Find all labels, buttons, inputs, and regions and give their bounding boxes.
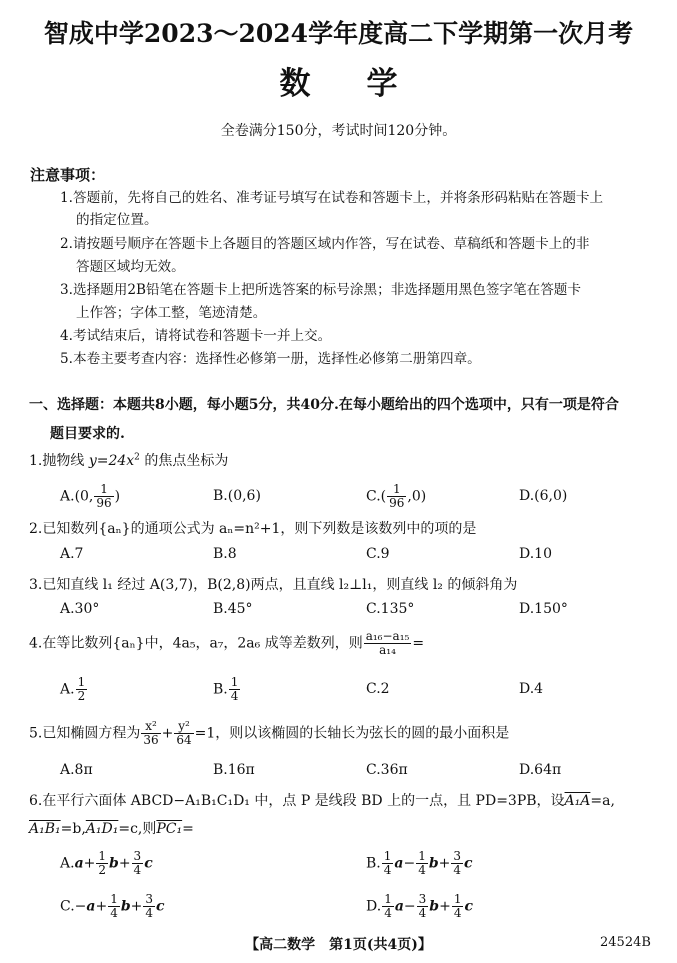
subject-title bbox=[0, 58, 677, 103]
notice-item: 3.选择题用2B铅笔在答题卡上把所选答案的标号涂黑；非选择题用黑色签字笔在答题卡 bbox=[60, 282, 581, 298]
notice-item-cont: 的指定位置。 bbox=[76, 212, 158, 228]
question-5: 5.已知椭圆方程为 $\frac{\text{x²}}{36}$ + $\frac{\text{y²}}{64}$ =1，则以该椭圆的长轴长为弦长的圆的最小面积是 bbox=[29, 719, 510, 747]
q3-option-b[interactable]: B.45° bbox=[213, 601, 253, 617]
notice-item: 5.本卷主要考查内容：选择性必修第一册，选择性必修第二册第四章。 bbox=[60, 351, 481, 367]
notice-item: 1.答题前，先将自己的姓名、准考证号填写在试卷和答题卡上，并将条形码粘贴在答题卡上 bbox=[60, 190, 604, 206]
notice-item: 2.请按题号顺序在答题卡上各题目的答题区域内作答，写在试卷、草稿纸和答题卡上的非 bbox=[60, 236, 590, 252]
question-4: 4.在等比数列{aₙ}中，4a₅，a₇，2a₆ 成等差数列，则 $\frac{\text{a₁₆−a₁₅}}{\text{a₁₄}}$ = bbox=[29, 629, 425, 657]
q1-option-d[interactable]: D.(6,0) bbox=[519, 488, 568, 504]
q5-option-a[interactable]: A.8π bbox=[60, 762, 93, 778]
question-2: 2.已知数列{aₙ}的通项公式为 aₙ=n²+1，则下列数是该数列中的项的是 bbox=[29, 521, 477, 537]
q4-option-b[interactable]: B. $\frac{1}{4}$ bbox=[213, 675, 239, 703]
section-heading-cont: 题目要求的. bbox=[50, 426, 125, 442]
q6-option-a[interactable]: A.a+ $\frac{1}{2}$ b+ $\frac{3}{4}$ c bbox=[60, 849, 153, 877]
q1-option-a[interactable]: A.(0, $\frac{1}{96}$ ) bbox=[60, 482, 121, 510]
notice-item-cont: 答题区域均无效。 bbox=[76, 259, 185, 275]
q6-option-b[interactable]: B. $\frac{1}{4}$ a− $\frac{1}{4}$ b+ $\frac{3}{4}$ c bbox=[366, 849, 473, 877]
q1-option-c[interactable]: C.( $\frac{1}{96}$ ,0) bbox=[366, 482, 427, 510]
exam-code: 24524B bbox=[600, 935, 651, 950]
question-6: 6.在平行六面体 ABCD−A₁B₁C₁D₁ 中，点 P 是线段 BD 上的一点，且 PD=3PB，设A₁A=a, bbox=[29, 793, 615, 809]
q4-option-d[interactable]: D.4 bbox=[519, 681, 544, 697]
section-heading: 一、选择题：本题共8小题，每小题5分，共40分.在每小题给出的四个选项中，只有一项是符合 bbox=[29, 397, 619, 413]
q5-option-d[interactable]: D.64π bbox=[519, 762, 562, 778]
q6-option-c[interactable]: C.−a+ $\frac{1}{4}$ b+ $\frac{3}{4}$ c bbox=[60, 892, 165, 920]
question-3: 3.已知直线 l₁ 经过 A(3,7)，B(2,8)两点，且直线 l₂⊥l₁，则直线 l₂ 的倾斜角为 bbox=[29, 577, 518, 593]
subject-char-2: 学 bbox=[366, 66, 398, 102]
q2-option-c[interactable]: C.9 bbox=[366, 546, 390, 562]
q2-option-a[interactable]: A.7 bbox=[60, 546, 84, 562]
q1-option-b[interactable]: B.(0,6) bbox=[213, 488, 261, 504]
page-footer: 【高二数学 第1页(共4页)】 bbox=[245, 937, 432, 953]
subject-char-1: 数 bbox=[279, 66, 311, 102]
q3-option-d[interactable]: D.150° bbox=[519, 601, 568, 617]
q4-option-c[interactable]: C.2 bbox=[366, 681, 390, 697]
exam-title: 智成中学2023～2024学年度高二下学期第一次月考 bbox=[43, 19, 634, 48]
q5-option-c[interactable]: C.36π bbox=[366, 762, 408, 778]
q2-option-b[interactable]: B.8 bbox=[213, 546, 237, 562]
q2-option-d[interactable]: D.10 bbox=[519, 546, 552, 562]
question-1: 1.抛物线 $y=24x^2$ 的焦点坐标为 bbox=[29, 452, 229, 469]
q3-option-a[interactable]: A.30° bbox=[60, 601, 100, 617]
q3-option-c[interactable]: C.135° bbox=[366, 601, 415, 617]
notice-item: 4.考试结束后，请将试卷和答题卡一并上交。 bbox=[60, 328, 332, 344]
question-6-cont: A₁B₁=b,A₁D₁=c,则PC₁= bbox=[29, 821, 194, 837]
notice-item-cont: 上作答；字体工整，笔迹清楚。 bbox=[76, 305, 267, 321]
q6-option-d[interactable]: D. $\frac{1}{4}$ a− $\frac{3}{4}$ b+ $\frac{1}{4}$ c bbox=[366, 892, 473, 920]
q4-option-a[interactable]: A. $\frac{1}{2}$ bbox=[60, 675, 86, 703]
exam-meta: 全卷满分150分，考试时间120分钟。 bbox=[220, 123, 457, 139]
q5-option-b[interactable]: B.16π bbox=[213, 762, 255, 778]
notice-heading: 注意事项： bbox=[30, 166, 106, 184]
